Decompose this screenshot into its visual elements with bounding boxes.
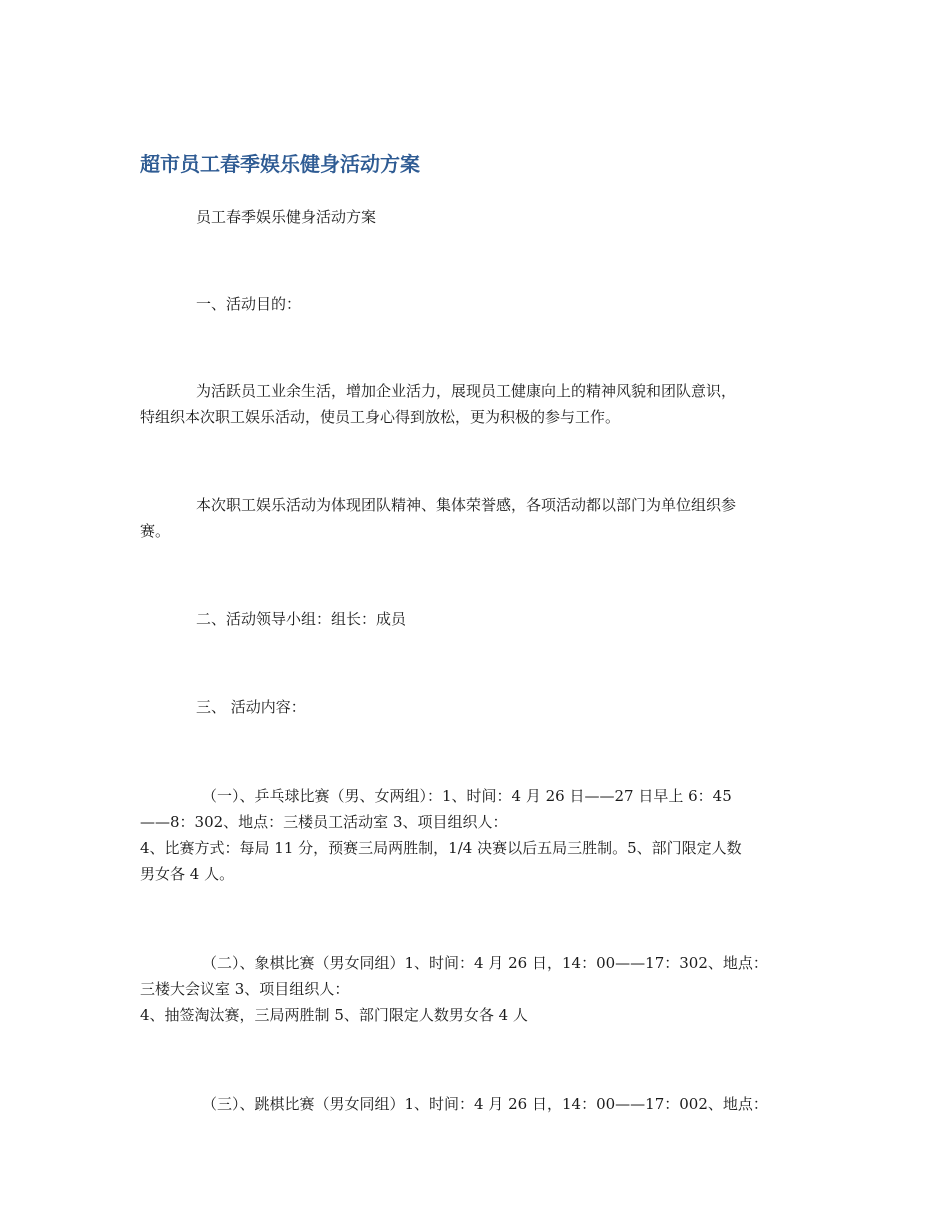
pingpong-line-2: ——8：302、地点：三楼员工活动室 3、项目组织人： xyxy=(140,813,508,831)
subtitle-paragraph xyxy=(140,204,810,230)
section-purpose-heading xyxy=(140,291,810,317)
team-line-1: 本次职工娱乐活动为体现团队精神、集体荣誉感，各项活动都以部门为单位组织参 xyxy=(196,496,737,514)
section-leadership-heading xyxy=(140,606,810,632)
pingpong-line-1: （一）、乒乓球比赛（男、女两组）：1、时间：4 月 26 日——27 日早上 6：45 xyxy=(202,787,732,805)
section-content-heading xyxy=(140,694,810,720)
pingpong-line-3: 4、比赛方式：每局 11 分，预赛三局两胜制，1/4 决赛以后五局三胜制。5、部门限定人数 xyxy=(140,839,742,857)
purpose-line-2: 特组织本次职工娱乐活动，使员工身心得到放松，更为积极的参与工作。 xyxy=(140,408,621,426)
purpose-line-1: 为活跃员工业余生活，增加企业活力，展现员工健康向上的精神风貌和团队意识， xyxy=(196,382,737,400)
document-title: 超市员工春季娱乐健身活动方案 xyxy=(140,152,420,176)
chess-paragraph xyxy=(140,950,810,1028)
subtitle-text: 员工春季娱乐健身活动方案 xyxy=(196,208,377,226)
section1-heading-text: 一、活动目的： xyxy=(196,295,302,313)
checkers-paragraph xyxy=(140,1091,810,1117)
team-line-2: 赛。 xyxy=(140,522,171,540)
pingpong-paragraph xyxy=(140,783,810,887)
team-spirit-paragraph xyxy=(140,492,810,544)
pingpong-line-4: 男女各 4 人。 xyxy=(140,865,235,883)
chess-line-3: 4、抽签淘汰赛，三局两胜制 5、部门限定人数男女各 4 人 xyxy=(140,1006,528,1024)
chess-line-2: 三楼大会议室 3、项目组织人： xyxy=(140,980,350,998)
chess-line-1: （二）、象棋比赛（男女同组）1、时间：4 月 26 日，14：00——17：302、地点： xyxy=(202,954,768,972)
purpose-paragraph xyxy=(140,378,810,430)
section2-heading-text: 二、活动领导小组：组长：成员 xyxy=(196,610,407,628)
checkers-line-1: （三）、跳棋比赛（男女同组）1、时间：4 月 26 日，14：00——17：002、地点： xyxy=(202,1095,768,1113)
section3-heading-text: 三、 活动内容： xyxy=(196,698,306,716)
